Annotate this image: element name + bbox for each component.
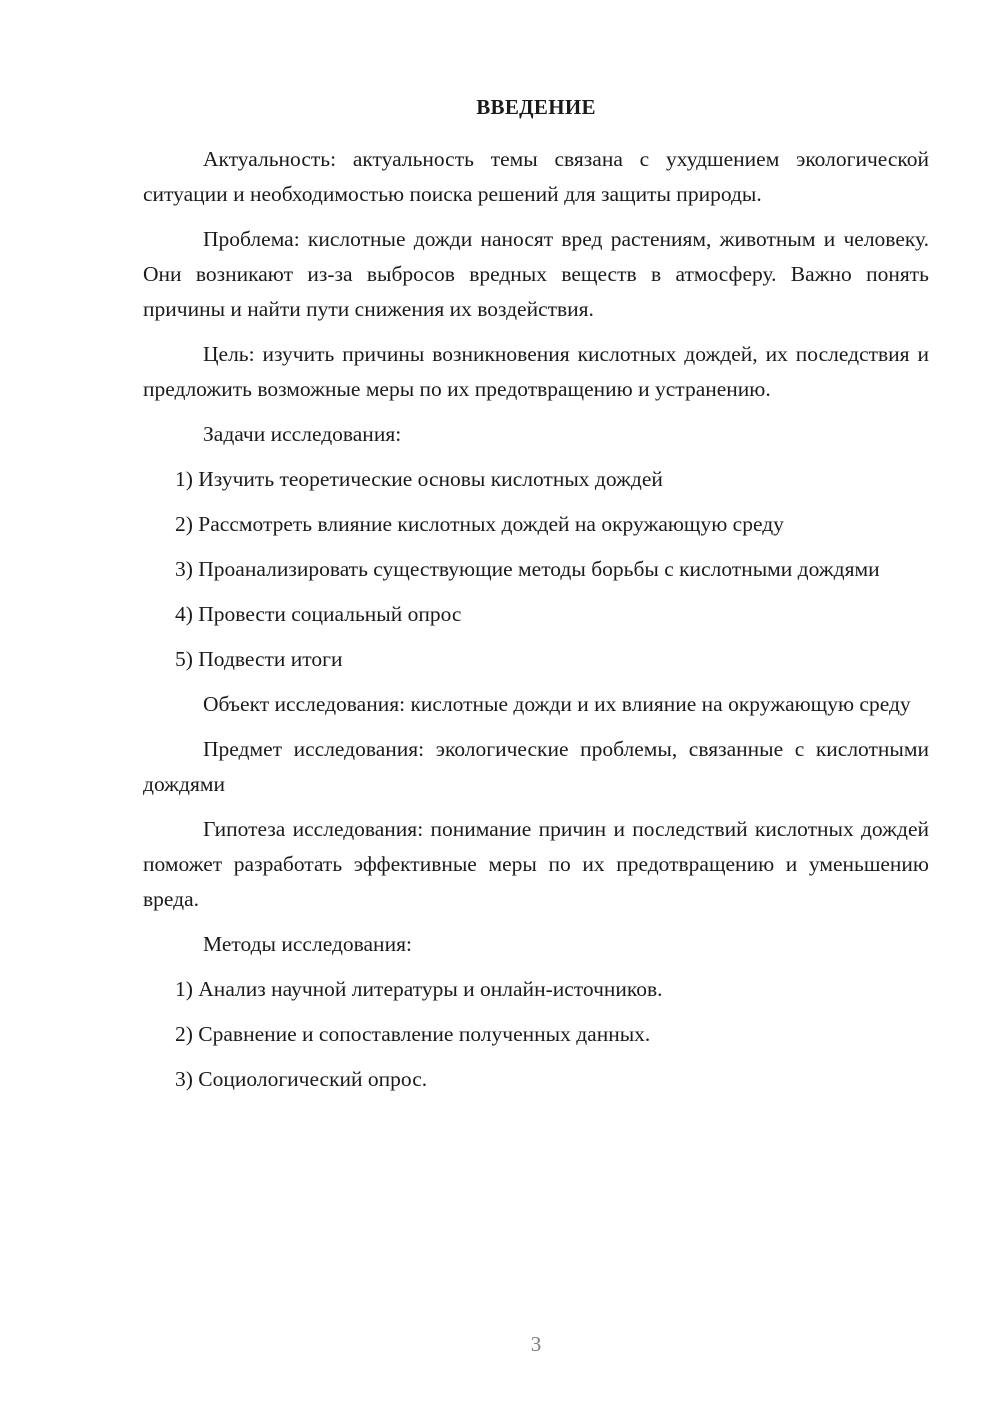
tasks-heading: Задачи исследования: [203, 422, 402, 446]
page-number: 3 [530, 1332, 542, 1356]
method-item-2: 2) Сравнение и сопоставление полученных данных. [175, 1022, 651, 1046]
paragraph-problem: Проблема: кислотные дожди наносят вред растениям, животным и человеку. Они возникают из-за выбросов вредных веществ в атмосферу. Важно понять причины и найти пути снижения их воздействия. [143, 227, 929, 321]
method-item-1: 1) Анализ научной литературы и онлайн-источников. [175, 977, 663, 1001]
paragraph-object: Объект исследования: кислотные дожди и их влияние на окружающую среду [203, 692, 911, 716]
document-body [143, 142, 929, 1107]
task-item-4: 4) Провести социальный опрос [175, 602, 462, 626]
task-item-2: 2) Рассмотреть влияние кислотных дождей на окружающую среду [175, 512, 784, 536]
page-title: ВВЕДЕНИЕ [476, 95, 596, 119]
methods-heading: Методы исследования: [203, 932, 412, 956]
method-item-3: 3) Социологический опрос. [175, 1067, 428, 1091]
paragraph-relevance: Актуальность: актуальность темы связана с ухудшением экологической ситуации и необходимостью поиска решений для защиты природы. [143, 147, 929, 206]
paragraph-hypothesis: Гипотеза исследования: понимание причин и последствий кислотных дождей поможет разработать эффективные меры по их предотвращению и уменьшению вреда. [143, 817, 929, 911]
task-item-5: 5) Подвести итоги [175, 647, 343, 671]
task-item-3: 3) Проанализировать существующие методы борьбы с кислотными дождями [175, 557, 880, 581]
paragraph-subject: Предмет исследования: экологические проблемы, связанные с кислотными дождями [143, 737, 929, 796]
task-item-1: 1) Изучить теоретические основы кислотных дождей [175, 467, 663, 491]
paragraph-goal: Цель: изучить причины возникновения кислотных дождей, их последствия и предложить возможные меры по их предотвращению и устранению. [143, 342, 929, 401]
